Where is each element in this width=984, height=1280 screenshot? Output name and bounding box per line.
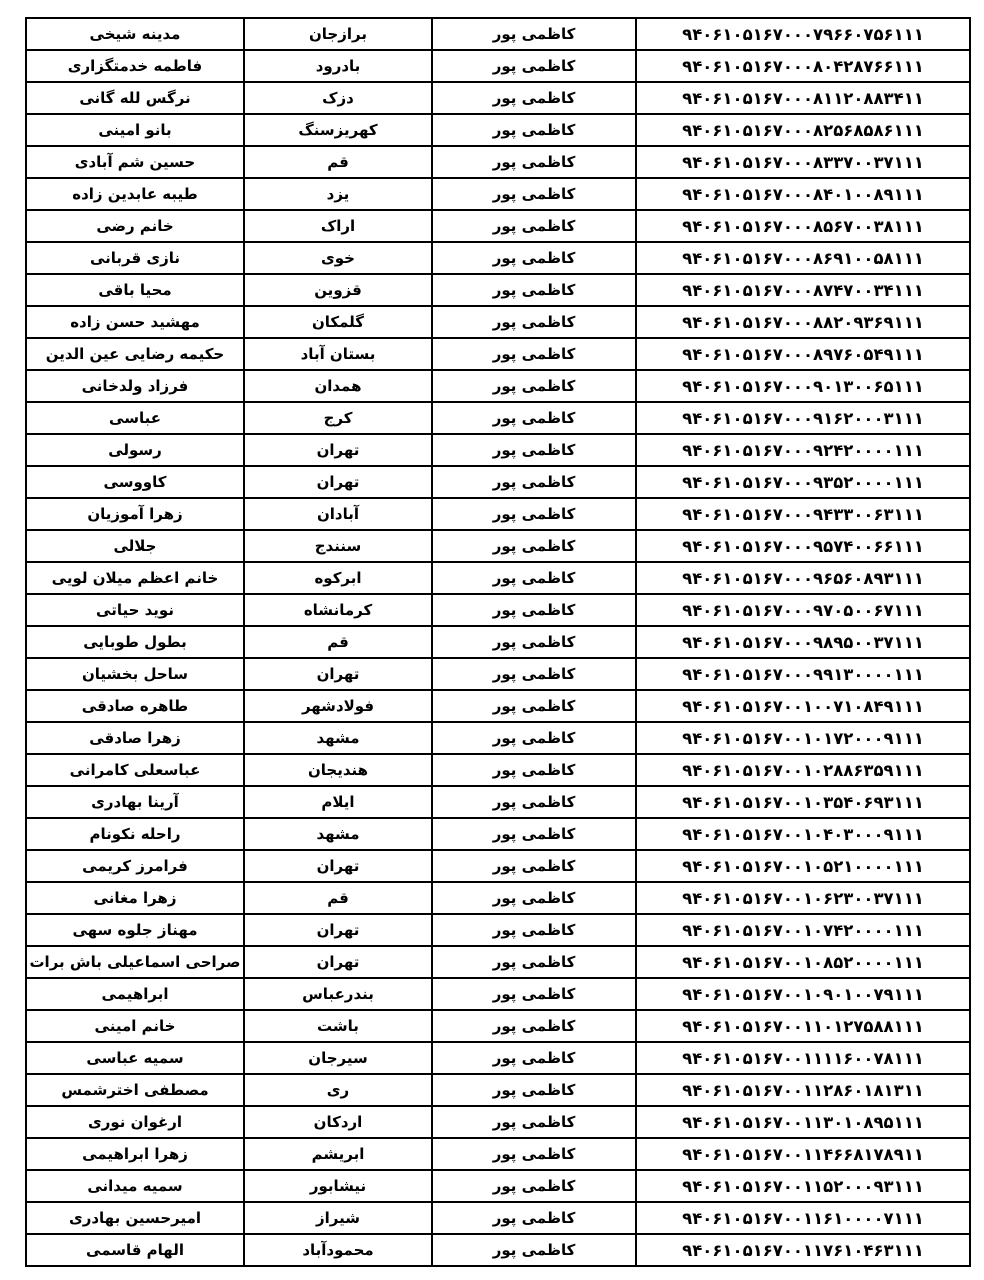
city-cell: یزد xyxy=(244,178,432,210)
sender-cell: کاظمی پور xyxy=(432,818,636,850)
city-cell: مشهد xyxy=(244,722,432,754)
city-cell: سنندج xyxy=(244,530,432,562)
tracking-code-cell: ۹۴۰۶۱۰۵۱۶۷۰۰۰۹۸۹۵۰۰۳۷۱۱۱ xyxy=(636,626,970,658)
city-cell: تهران xyxy=(244,658,432,690)
city-cell: مشهد xyxy=(244,818,432,850)
tracking-code-cell: ۹۴۰۶۱۰۵۱۶۷۰۰۱۰۶۲۳۰۰۳۷۱۱۱ xyxy=(636,882,970,914)
city-cell: ایلام xyxy=(244,786,432,818)
table-row xyxy=(26,1042,970,1074)
city-cell: فولادشهر xyxy=(244,690,432,722)
table-row xyxy=(26,914,970,946)
city-cell: قم xyxy=(244,146,432,178)
sender-cell: کاظمی پور xyxy=(432,1202,636,1234)
tracking-code-cell: ۹۴۰۶۱۰۵۱۶۷۰۰۱۰۰۷۱۰۸۴۹۱۱۱ xyxy=(636,690,970,722)
sender-cell: کاظمی پور xyxy=(432,754,636,786)
tracking-code-cell: ۹۴۰۶۱۰۵۱۶۷۰۰۱۰۱۷۲۰۰۰۹۱۱۱ xyxy=(636,722,970,754)
sender-cell: کاظمی پور xyxy=(432,50,636,82)
recipient-name-cell: حسین شم آبادی xyxy=(26,146,244,178)
table-row xyxy=(26,114,970,146)
city-cell: ابریشم xyxy=(244,1138,432,1170)
sender-cell: کاظمی پور xyxy=(432,498,636,530)
city-cell: بندرعباس xyxy=(244,978,432,1010)
city-cell: برازجان xyxy=(244,18,432,50)
tracking-code-cell: ۹۴۰۶۱۰۵۱۶۷۰۰۰۸۶۹۱۰۰۵۸۱۱۱ xyxy=(636,242,970,274)
sender-cell: کاظمی پور xyxy=(432,882,636,914)
shipment-table xyxy=(25,17,971,1267)
tracking-code-cell: ۹۴۰۶۱۰۵۱۶۷۰۰۰۸۷۴۷۰۰۳۴۱۱۱ xyxy=(636,274,970,306)
tracking-code-cell: ۹۴۰۶۱۰۵۱۶۷۰۰۱۰۵۲۱۰۰۰۰۱۱۱ xyxy=(636,850,970,882)
tracking-code-cell: ۹۴۰۶۱۰۵۱۶۷۰۰۰۸۸۲۰۹۳۶۹۱۱۱ xyxy=(636,306,970,338)
table-row xyxy=(26,466,970,498)
table-row xyxy=(26,18,970,50)
tracking-code-cell: ۹۴۰۶۱۰۵۱۶۷۰۰۰۹۲۴۲۰۰۰۰۱۱۱ xyxy=(636,434,970,466)
table-row xyxy=(26,594,970,626)
sender-cell: کاظمی پور xyxy=(432,1042,636,1074)
tracking-code-cell: ۹۴۰۶۱۰۵۱۶۷۰۰۱۱۳۰۱۰۸۹۵۱۱۱ xyxy=(636,1106,970,1138)
table-row xyxy=(26,722,970,754)
tracking-code-cell: ۹۴۰۶۱۰۵۱۶۷۰۰۱۱۷۶۱۰۴۶۳۱۱۱ xyxy=(636,1234,970,1266)
table-row xyxy=(26,530,970,562)
sender-cell: کاظمی پور xyxy=(432,690,636,722)
table-row xyxy=(26,754,970,786)
sender-cell: کاظمی پور xyxy=(432,306,636,338)
table-row xyxy=(26,370,970,402)
tracking-code-cell: ۹۴۰۶۱۰۵۱۶۷۰۰۱۱۵۲۰۰۰۹۳۱۱۱ xyxy=(636,1170,970,1202)
tracking-code-cell: ۹۴۰۶۱۰۵۱۶۷۰۰۰۹۳۵۲۰۰۰۰۱۱۱ xyxy=(636,466,970,498)
city-cell: قم xyxy=(244,882,432,914)
table-row xyxy=(26,882,970,914)
recipient-name-cell: خانم رضی xyxy=(26,210,244,242)
recipient-name-cell: طاهره صادقی xyxy=(26,690,244,722)
sender-cell: کاظمی پور xyxy=(432,146,636,178)
table-row xyxy=(26,1010,970,1042)
table-row xyxy=(26,1170,970,1202)
sender-cell: کاظمی پور xyxy=(432,242,636,274)
table-row xyxy=(26,338,970,370)
tracking-code-cell: ۹۴۰۶۱۰۵۱۶۷۰۰۰۷۹۶۶۰۷۵۶۱۱۱ xyxy=(636,18,970,50)
tracking-code-cell: ۹۴۰۶۱۰۵۱۶۷۰۰۱۰۲۸۸۶۳۵۹۱۱۱ xyxy=(636,754,970,786)
sender-cell: کاظمی پور xyxy=(432,658,636,690)
table-row xyxy=(26,402,970,434)
table-row xyxy=(26,178,970,210)
table-row xyxy=(26,818,970,850)
recipient-name-cell: الهام قاسمی xyxy=(26,1234,244,1266)
recipient-name-cell: فرزاد ولدخانی xyxy=(26,370,244,402)
recipient-name-cell: نرگس لله گانی xyxy=(26,82,244,114)
table-row xyxy=(26,1074,970,1106)
recipient-name-cell: نازی قربانی xyxy=(26,242,244,274)
tracking-code-cell: ۹۴۰۶۱۰۵۱۶۷۰۰۰۸۹۷۶۰۵۴۹۱۱۱ xyxy=(636,338,970,370)
city-cell: گلمکان xyxy=(244,306,432,338)
sender-cell: کاظمی پور xyxy=(432,1170,636,1202)
city-cell: سیرجان xyxy=(244,1042,432,1074)
recipient-name-cell: مهناز جلوه سهی xyxy=(26,914,244,946)
sender-cell: کاظمی پور xyxy=(432,434,636,466)
table-row xyxy=(26,786,970,818)
recipient-name-cell: خانم اعظم میلان لویی xyxy=(26,562,244,594)
recipient-name-cell: محیا باقی xyxy=(26,274,244,306)
tracking-code-cell: ۹۴۰۶۱۰۵۱۶۷۰۰۱۱۴۶۶۸۱۷۸۹۱۱ xyxy=(636,1138,970,1170)
table-row xyxy=(26,562,970,594)
tracking-code-cell: ۹۴۰۶۱۰۵۱۶۷۰۰۰۹۷۰۵۰۰۶۷۱۱۱ xyxy=(636,594,970,626)
city-cell: تهران xyxy=(244,434,432,466)
sender-cell: کاظمی پور xyxy=(432,370,636,402)
tracking-code-cell: ۹۴۰۶۱۰۵۱۶۷۰۰۱۱۲۸۶۰۱۸۱۳۱۱ xyxy=(636,1074,970,1106)
table-row xyxy=(26,434,970,466)
recipient-name-cell: سمیه عباسی xyxy=(26,1042,244,1074)
city-cell: دزک xyxy=(244,82,432,114)
table-row xyxy=(26,82,970,114)
sender-cell: کاظمی پور xyxy=(432,178,636,210)
sender-cell: کاظمی پور xyxy=(432,1010,636,1042)
city-cell: تهران xyxy=(244,466,432,498)
recipient-name-cell: مصطفی اخترشمس xyxy=(26,1074,244,1106)
recipient-name-cell: ساحل بخشیان xyxy=(26,658,244,690)
recipient-name-cell: ارغوان نوری xyxy=(26,1106,244,1138)
sender-cell: کاظمی پور xyxy=(432,466,636,498)
tracking-code-cell: ۹۴۰۶۱۰۵۱۶۷۰۰۰۹۰۱۳۰۰۶۵۱۱۱ xyxy=(636,370,970,402)
city-cell: خوی xyxy=(244,242,432,274)
table-row xyxy=(26,690,970,722)
city-cell: قزوین xyxy=(244,274,432,306)
sender-cell: کاظمی پور xyxy=(432,914,636,946)
city-cell: بستان آباد xyxy=(244,338,432,370)
sender-cell: کاظمی پور xyxy=(432,530,636,562)
tracking-code-cell: ۹۴۰۶۱۰۵۱۶۷۰۰۰۹۱۶۲۰۰۰۳۱۱۱ xyxy=(636,402,970,434)
sender-cell: کاظمی پور xyxy=(432,1138,636,1170)
tracking-code-cell: ۹۴۰۶۱۰۵۱۶۷۰۰۱۰۹۰۱۰۰۷۹۱۱۱ xyxy=(636,978,970,1010)
recipient-name-cell: آرینا بهادری xyxy=(26,786,244,818)
city-cell: آبادان xyxy=(244,498,432,530)
city-cell: کهریزسنگ xyxy=(244,114,432,146)
sender-cell: کاظمی پور xyxy=(432,402,636,434)
sender-cell: کاظمی پور xyxy=(432,850,636,882)
table-row xyxy=(26,242,970,274)
table-row xyxy=(26,1106,970,1138)
tracking-code-cell: ۹۴۰۶۱۰۵۱۶۷۰۰۱۰۳۵۴۰۶۹۳۱۱۱ xyxy=(636,786,970,818)
sender-cell: کاظمی پور xyxy=(432,562,636,594)
table-row xyxy=(26,626,970,658)
city-cell: شیراز xyxy=(244,1202,432,1234)
tracking-code-cell: ۹۴۰۶۱۰۵۱۶۷۰۰۰۹۵۷۴۰۰۶۶۱۱۱ xyxy=(636,530,970,562)
tracking-code-cell: ۹۴۰۶۱۰۵۱۶۷۰۰۰۸۲۵۶۸۵۸۶۱۱۱ xyxy=(636,114,970,146)
city-cell: همدان xyxy=(244,370,432,402)
sender-cell: کاظمی پور xyxy=(432,1106,636,1138)
recipient-name-cell: نوید حیاتی xyxy=(26,594,244,626)
sender-cell: کاظمی پور xyxy=(432,1234,636,1266)
table-row xyxy=(26,146,970,178)
tracking-code-cell: ۹۴۰۶۱۰۵۱۶۷۰۰۰۸۴۰۱۰۰۸۹۱۱۱ xyxy=(636,178,970,210)
recipient-name-cell: کاووسی xyxy=(26,466,244,498)
recipient-name-cell: بطول طوبایی xyxy=(26,626,244,658)
tracking-code-cell: ۹۴۰۶۱۰۵۱۶۷۰۰۱۰۴۰۳۰۰۰۹۱۱۱ xyxy=(636,818,970,850)
tracking-code-cell: ۹۴۰۶۱۰۵۱۶۷۰۰۰۹۹۱۳۰۰۰۰۱۱۱ xyxy=(636,658,970,690)
table-row xyxy=(26,50,970,82)
sender-cell: کاظمی پور xyxy=(432,18,636,50)
table-row xyxy=(26,1202,970,1234)
recipient-name-cell: جلالی xyxy=(26,530,244,562)
city-cell: کرمانشاه xyxy=(244,594,432,626)
recipient-name-cell: عباسعلی کامرانی xyxy=(26,754,244,786)
tracking-code-cell: ۹۴۰۶۱۰۵۱۶۷۰۰۰۹۶۵۶۰۸۹۳۱۱۱ xyxy=(636,562,970,594)
recipient-name-cell: زهرا صادقی xyxy=(26,722,244,754)
city-cell: بادرود xyxy=(244,50,432,82)
recipient-name-cell: مهشید حسن زاده xyxy=(26,306,244,338)
recipient-name-cell: امیرحسین بهادری xyxy=(26,1202,244,1234)
sender-cell: کاظمی پور xyxy=(432,722,636,754)
recipient-name-cell: فرامرز کریمی xyxy=(26,850,244,882)
tracking-code-cell: ۹۴۰۶۱۰۵۱۶۷۰۰۱۱۶۱۰۰۰۰۷۱۱۱ xyxy=(636,1202,970,1234)
recipient-name-cell: طیبه عابدین زاده xyxy=(26,178,244,210)
sender-cell: کاظمی پور xyxy=(432,946,636,978)
sender-cell: کاظمی پور xyxy=(432,82,636,114)
recipient-name-cell: بانو امینی xyxy=(26,114,244,146)
tracking-code-cell: ۹۴۰۶۱۰۵۱۶۷۰۰۱۱۰۱۲۷۵۸۸۱۱۱ xyxy=(636,1010,970,1042)
tracking-code-cell: ۹۴۰۶۱۰۵۱۶۷۰۰۱۰۸۵۲۰۰۰۰۱۱۱ xyxy=(636,946,970,978)
city-cell: تهران xyxy=(244,946,432,978)
table-row xyxy=(26,946,970,978)
tracking-code-cell: ۹۴۰۶۱۰۵۱۶۷۰۰۰۸۰۴۲۸۷۶۶۱۱۱ xyxy=(636,50,970,82)
city-cell: اراک xyxy=(244,210,432,242)
recipient-name-cell: سمیه میدانی xyxy=(26,1170,244,1202)
city-cell: هندیجان xyxy=(244,754,432,786)
recipient-name-cell: رسولی xyxy=(26,434,244,466)
city-cell: تهران xyxy=(244,914,432,946)
table-row xyxy=(26,498,970,530)
city-cell: ابرکوه xyxy=(244,562,432,594)
city-cell: تهران xyxy=(244,850,432,882)
city-cell: اردکان xyxy=(244,1106,432,1138)
tracking-code-cell: ۹۴۰۶۱۰۵۱۶۷۰۰۰۸۵۶۷۰۰۳۸۱۱۱ xyxy=(636,210,970,242)
tracking-code-cell: ۹۴۰۶۱۰۵۱۶۷۰۰۱۰۷۴۲۰۰۰۰۱۱۱ xyxy=(636,914,970,946)
table-row xyxy=(26,274,970,306)
sender-cell: کاظمی پور xyxy=(432,114,636,146)
recipient-name-cell: فاطمه خدمتگزاری xyxy=(26,50,244,82)
city-cell: نیشابور xyxy=(244,1170,432,1202)
sender-cell: کاظمی پور xyxy=(432,786,636,818)
recipient-name-cell: صراحی اسماعیلی باش برات xyxy=(26,946,244,978)
recipient-name-cell: خانم امینی xyxy=(26,1010,244,1042)
sender-cell: کاظمی پور xyxy=(432,594,636,626)
city-cell: باشت xyxy=(244,1010,432,1042)
city-cell: ری xyxy=(244,1074,432,1106)
recipient-name-cell: زهرا ابراهیمی xyxy=(26,1138,244,1170)
tracking-code-cell: ۹۴۰۶۱۰۵۱۶۷۰۰۱۱۱۱۶۰۰۷۸۱۱۱ xyxy=(636,1042,970,1074)
sender-cell: کاظمی پور xyxy=(432,338,636,370)
sender-cell: کاظمی پور xyxy=(432,978,636,1010)
table-row xyxy=(26,306,970,338)
city-cell: کرج xyxy=(244,402,432,434)
tracking-code-cell: ۹۴۰۶۱۰۵۱۶۷۰۰۰۸۳۳۷۰۰۳۷۱۱۱ xyxy=(636,146,970,178)
table-row xyxy=(26,658,970,690)
recipient-name-cell: حکیمه رضایی عین الدین xyxy=(26,338,244,370)
sender-cell: کاظمی پور xyxy=(432,626,636,658)
recipient-name-cell: ابراهیمی xyxy=(26,978,244,1010)
sender-cell: کاظمی پور xyxy=(432,210,636,242)
recipient-name-cell: زهرا مغانی xyxy=(26,882,244,914)
shipment-table-body xyxy=(26,18,970,1266)
table-row xyxy=(26,1138,970,1170)
table-row xyxy=(26,978,970,1010)
table-row xyxy=(26,1234,970,1266)
recipient-name-cell: مدینه شیخی xyxy=(26,18,244,50)
sender-cell: کاظمی پور xyxy=(432,1074,636,1106)
tracking-code-cell: ۹۴۰۶۱۰۵۱۶۷۰۰۰۸۱۱۲۰۸۸۳۴۱۱ xyxy=(636,82,970,114)
sender-cell: کاظمی پور xyxy=(432,274,636,306)
recipient-name-cell: عباسی xyxy=(26,402,244,434)
city-cell: محمودآباد xyxy=(244,1234,432,1266)
recipient-name-cell: راحله نکونام xyxy=(26,818,244,850)
table-row xyxy=(26,210,970,242)
table-row xyxy=(26,850,970,882)
tracking-code-cell: ۹۴۰۶۱۰۵۱۶۷۰۰۰۹۴۳۳۰۰۶۳۱۱۱ xyxy=(636,498,970,530)
city-cell: قم xyxy=(244,626,432,658)
recipient-name-cell: زهرا آموزیان xyxy=(26,498,244,530)
